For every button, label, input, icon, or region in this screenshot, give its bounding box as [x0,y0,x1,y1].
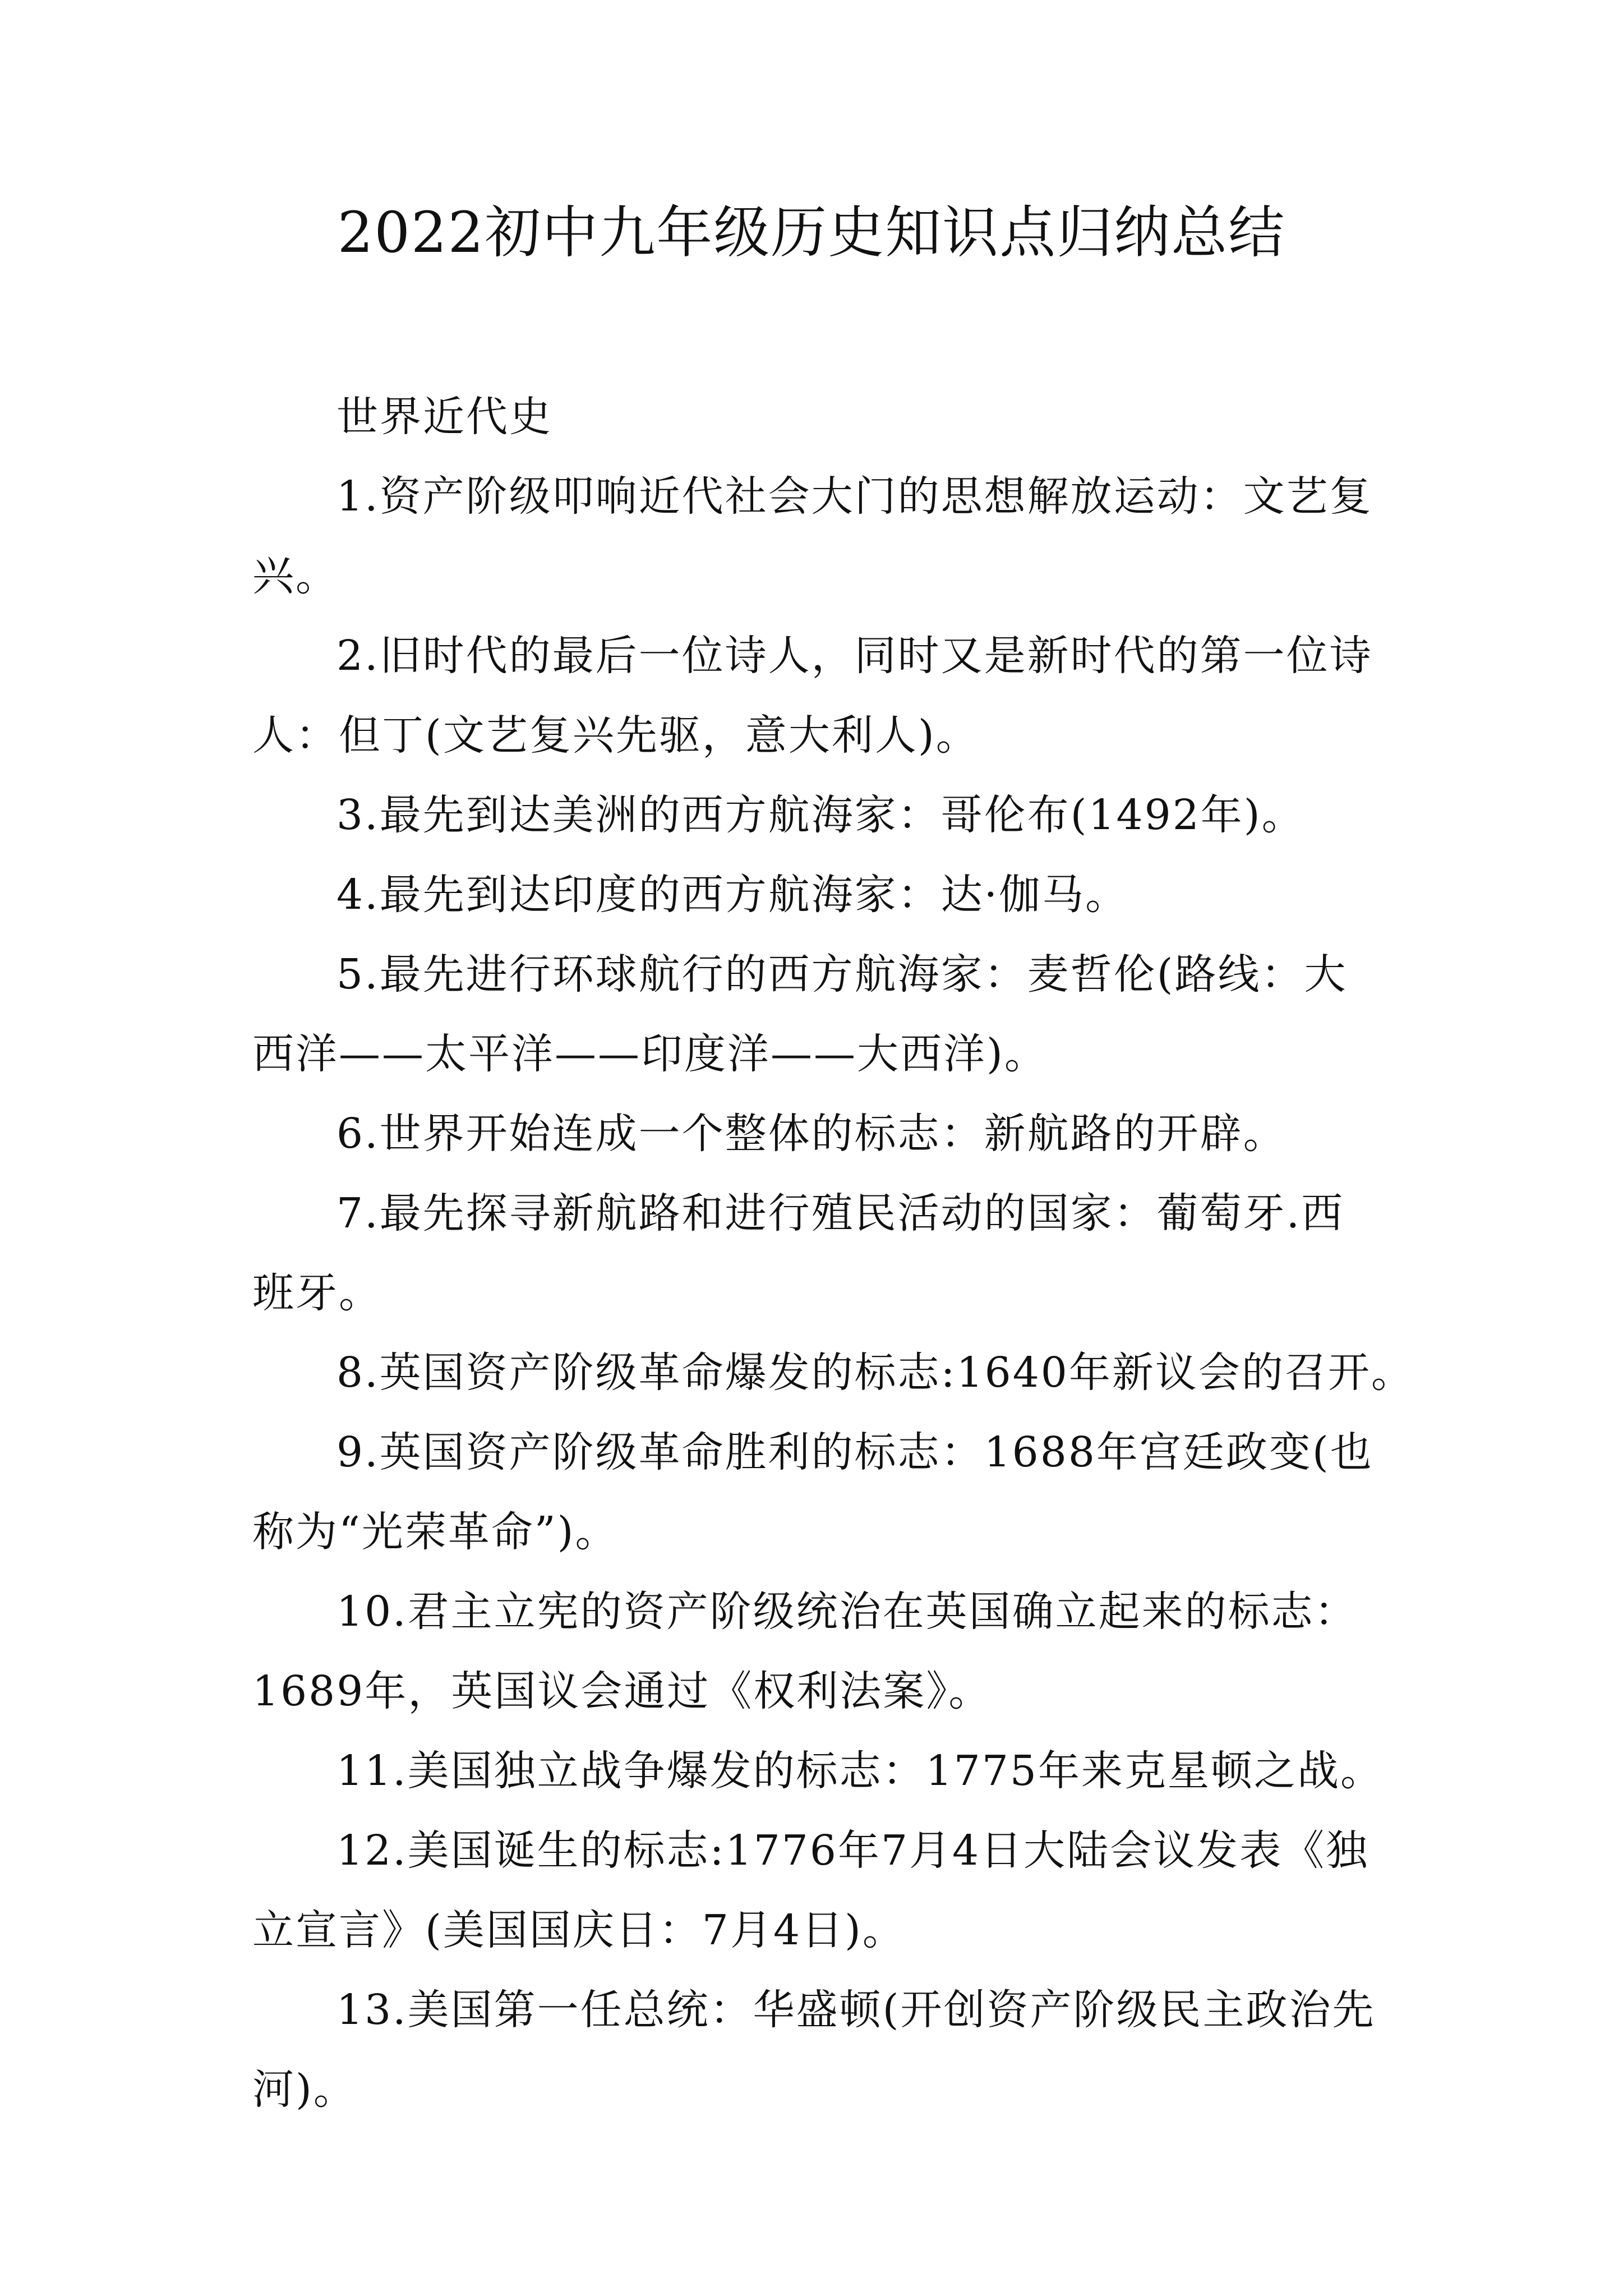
list-item [252,1094,1391,1174]
list-item-line: 1.资产阶级叩响近代社会大门的思想解放运动：文艺复 [336,472,1373,521]
list-item [252,1412,1391,1572]
list-item [252,1572,1391,1731]
list-item-line: 10.君主立宪的资产阶级统治在英国确立起来的标志： [336,1588,1358,1636]
list-item-line: 12.美国诞生的标志:1776年7月4日大陆会议发表《独 [336,1826,1370,1875]
list-item-line: 兴。 [252,552,339,600]
section-heading: 世界近代史 [336,393,552,441]
list-item-line: 7.最先探寻新航路和进行殖民活动的国家：葡萄牙.西 [336,1189,1345,1237]
list-item-line: 2.旧时代的最后一位诗人，同时又是新时代的第一位诗 [336,632,1373,680]
list-item [252,855,1391,935]
document-body [252,377,1414,2129]
list-item-line: 河)。 [252,2065,357,2114]
list-item-line: 8.英国资产阶级革命爆发的标志:1640年新议会的召开。 [336,1349,1414,1397]
list-item [252,935,1391,1094]
list-item [252,1731,1391,1811]
list-item [252,1970,1391,2129]
list-item [252,1333,1414,1412]
list-item-line: 3.最先到达美洲的西方航海家：哥伦布(1492年)。 [336,791,1305,839]
list-item-line: 班牙。 [252,1269,382,1317]
list-item-line: 1689年，英国议会通过《权利法案》。 [252,1667,992,1715]
list-item [252,457,1391,616]
list-item [252,1174,1391,1333]
list-item-line: 称为“光荣革命”)。 [252,1508,619,1556]
list-item [252,1811,1391,1970]
list-item-line: 人：但丁(文艺复兴先驱，意大利人)。 [252,711,979,760]
list-item-line: 9.英国资产阶级革命胜利的标志：1688年宫廷政变(也 [336,1428,1373,1476]
list-item-line: 11.美国独立战争爆发的标志：1775年来克星顿之战。 [336,1747,1384,1795]
list-item-line: 5.最先进行环球航行的西方航海家：麦哲伦(路线：大 [336,950,1348,999]
list-item-line: 13.美国第一任总统：华盛顿(开创资产阶级民主政治先 [336,1986,1376,2034]
list-item-line: 4.最先到达印度的西方航海家：达·伽马。 [336,871,1129,919]
list-item-line: 西洋——太平洋——印度洋——大西洋)。 [252,1030,1048,1078]
list-item-line: 立宣言》(美国国庆日：7月4日)。 [252,1906,906,1954]
list-item [252,775,1391,855]
list-item [252,616,1391,775]
list-item-line: 6.世界开始连成一个整体的标志：新航路的开辟。 [336,1110,1287,1158]
document-title: 2022初中九年级历史知识点归纳总结 [337,200,1286,265]
